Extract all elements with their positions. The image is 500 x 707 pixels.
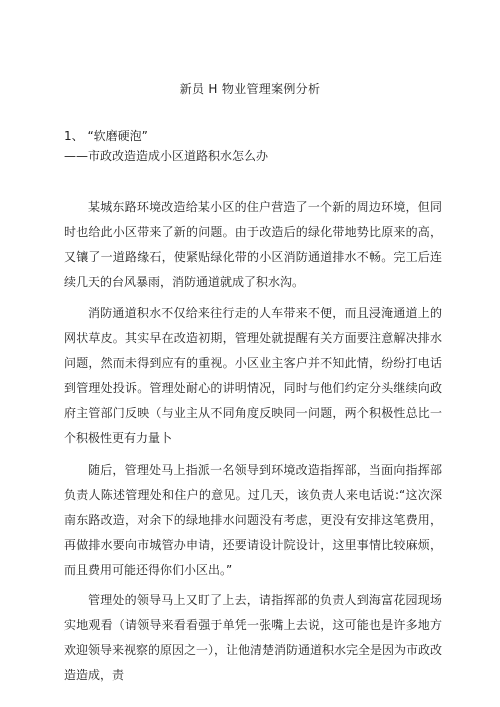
body-paragraph: 管理处的领导马上又盯了上去，请指挥部的负责人到海富花园现场实地观看（请领导来看看强于单凭一张嘴上去说，这可能也是许多地方欢迎领导来视察的原因之一），让他清楚消防通道积水完全是因为市政改造造成，责 [64, 593, 443, 682]
body-paragraph: 某城东路环境改造给某小区的住户营造了一个新的周边环境，但同时也给此小区带来了新的问题。由于改造后的绿化带地势比原来的高，又镶了一道路缘石，使紧贴绿化带的小区消防通道排水不畅。完工后连续几天的台风暴雨，消防通道就成了积水沟。 [64, 200, 442, 289]
document-title: 新员 H 物业管理案例分析 [179, 82, 321, 96]
body-paragraph: 随后，管理处马上指派一名领导到环境改造指挥部，当面向指挥部负责人陈述管理处和住户的意见。过几天，该负责人来电话说:“这次深南东路改造，对余下的绿地排水问题没有考虑，更没有安排这笔费用，再做排水要向市城管办申请，还要请设计院设计，这里事情比较麻烦，而且费用可能还得你们小区出。” [64, 463, 442, 577]
body-paragraph-4-block [64, 588, 442, 688]
section-subheading: ——市政改造造成小区道路积水怎么办 [64, 149, 269, 163]
body-paragraph: 消防通道积水不仅给来往行走的人车带来不便，而且浸淹通道上的网状草皮。其实早在改造初期，管理处就提醒有关方面要注意解决排水问题，然而未得到应有的重视。小区业主客户并不知此情，纷纷打电话到管理处投诉。管理处耐心的讲明情况，同时与他们约定分头继续向政府主管部门反映（与业主从不同角度反映同一问题，两个积极性总比一个积极性更有力量卜 [64, 306, 442, 445]
body-paragraph-1-block [64, 195, 442, 295]
body-paragraph-2-block [64, 301, 442, 451]
section-heading: 1、 “软磨硬泡” [64, 129, 148, 143]
body-paragraph-3-block [64, 458, 442, 583]
